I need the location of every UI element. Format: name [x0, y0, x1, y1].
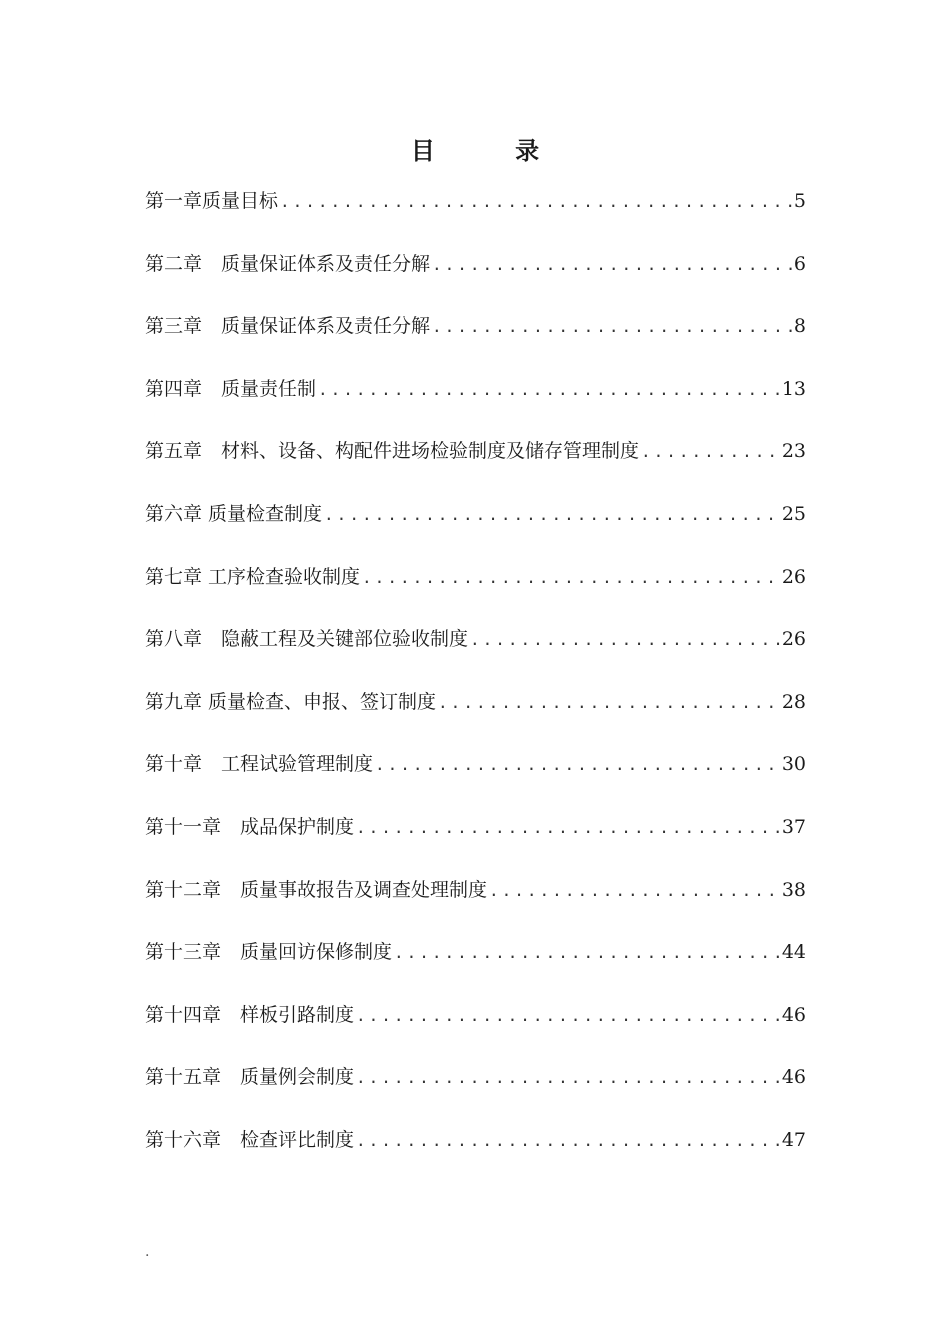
toc-entry-text: 第十六章 检查评比制度: [145, 1128, 355, 1151]
toc-page-number: 13: [781, 377, 806, 400]
toc-page-number: 23: [781, 440, 806, 463]
toc-page-number: 46: [781, 1066, 806, 1089]
toc-entry[interactable]: [145, 182, 806, 245]
toc-dot-leader: [318, 371, 780, 409]
toc-entry[interactable]: [145, 996, 806, 1059]
toc-dot-leader: [362, 559, 780, 597]
toc-entry-text: 第十五章 质量例会制度: [145, 1066, 355, 1089]
toc-entry[interactable]: [145, 683, 806, 746]
toc-page-number: 38: [781, 878, 806, 901]
toc-dot-leader: [641, 433, 780, 471]
toc-dot-leader: [324, 496, 780, 534]
toc-page-number: 6: [793, 252, 806, 275]
toc-page-number: 47: [781, 1128, 806, 1151]
toc-page-number: 44: [781, 941, 806, 964]
toc-entry-text: 第十四章 样板引路制度: [145, 1003, 355, 1026]
footer-mark: .: [145, 1244, 150, 1260]
toc-entry[interactable]: [145, 620, 806, 683]
toc-entry-text: 第十三章 质量回访保修制度: [145, 941, 393, 964]
toc-entry-text: 第二章 质量保证体系及责任分解: [145, 252, 431, 275]
toc-entry[interactable]: [145, 495, 806, 558]
toc-entry-text: 第六章 质量检查制度: [145, 502, 323, 525]
toc-dot-leader: [375, 746, 780, 784]
toc-entry[interactable]: [145, 745, 806, 808]
toc-entry-text: 第九章 质量检查、申报、签订制度: [145, 690, 437, 713]
toc-entry[interactable]: [145, 245, 806, 308]
toc-page-number: 30: [781, 753, 806, 776]
toc-entry-text: 第七章 工序检查验收制度: [145, 565, 361, 588]
toc-dot-leader: [432, 308, 792, 346]
toc-entry-text: 第十章 工程试验管理制度: [145, 753, 374, 776]
toc-dot-leader: [356, 809, 780, 847]
toc-page-number: 28: [781, 690, 806, 713]
toc-dot-leader: [356, 997, 780, 1035]
toc-dot-leader: [438, 684, 780, 722]
toc-page-number: 46: [781, 1003, 806, 1026]
toc-entry[interactable]: [145, 933, 806, 996]
toc-entry-text: 第十二章 质量事故报告及调查处理制度: [145, 878, 488, 901]
toc-page-number: 8: [793, 315, 806, 338]
toc-entry-text: 第十一章 成品保护制度: [145, 815, 355, 838]
toc-entry-text: 第三章 质量保证体系及责任分解: [145, 315, 431, 338]
toc-dot-leader: [356, 1059, 780, 1097]
toc-dot-leader: [489, 872, 780, 910]
toc-page-number: 26: [781, 628, 806, 651]
toc-entry[interactable]: [145, 871, 806, 934]
toc-title: 目 录: [410, 137, 576, 165]
toc-dot-leader: [356, 1122, 780, 1160]
toc-entry-text: 第八章 隐蔽工程及关键部位验收制度: [145, 628, 469, 651]
toc-entry[interactable]: [145, 307, 806, 370]
toc-dot-leader: [470, 621, 780, 659]
toc-page-number: 26: [781, 565, 806, 588]
toc-dot-leader: [394, 934, 780, 972]
toc-entry[interactable]: [145, 808, 806, 871]
toc-entry-text: 第五章 材料、设备、构配件进场检验制度及储存管理制度: [145, 440, 640, 463]
toc-entry-text: 第一章质量目标: [145, 190, 279, 212]
toc-page-number: 37: [781, 815, 806, 838]
toc-entry[interactable]: [145, 432, 806, 495]
toc-list: [145, 182, 806, 1184]
toc-dot-leader: [432, 246, 792, 284]
toc-page-number: 25: [781, 502, 806, 525]
toc-entry[interactable]: [145, 1121, 806, 1184]
toc-entry[interactable]: [145, 558, 806, 621]
toc-page-number: 5: [793, 190, 806, 212]
toc-entry[interactable]: [145, 1058, 806, 1121]
toc-entry-text: 第四章 质量责任制: [145, 377, 317, 400]
toc-dot-leader: [280, 183, 792, 221]
toc-entry[interactable]: [145, 370, 806, 433]
